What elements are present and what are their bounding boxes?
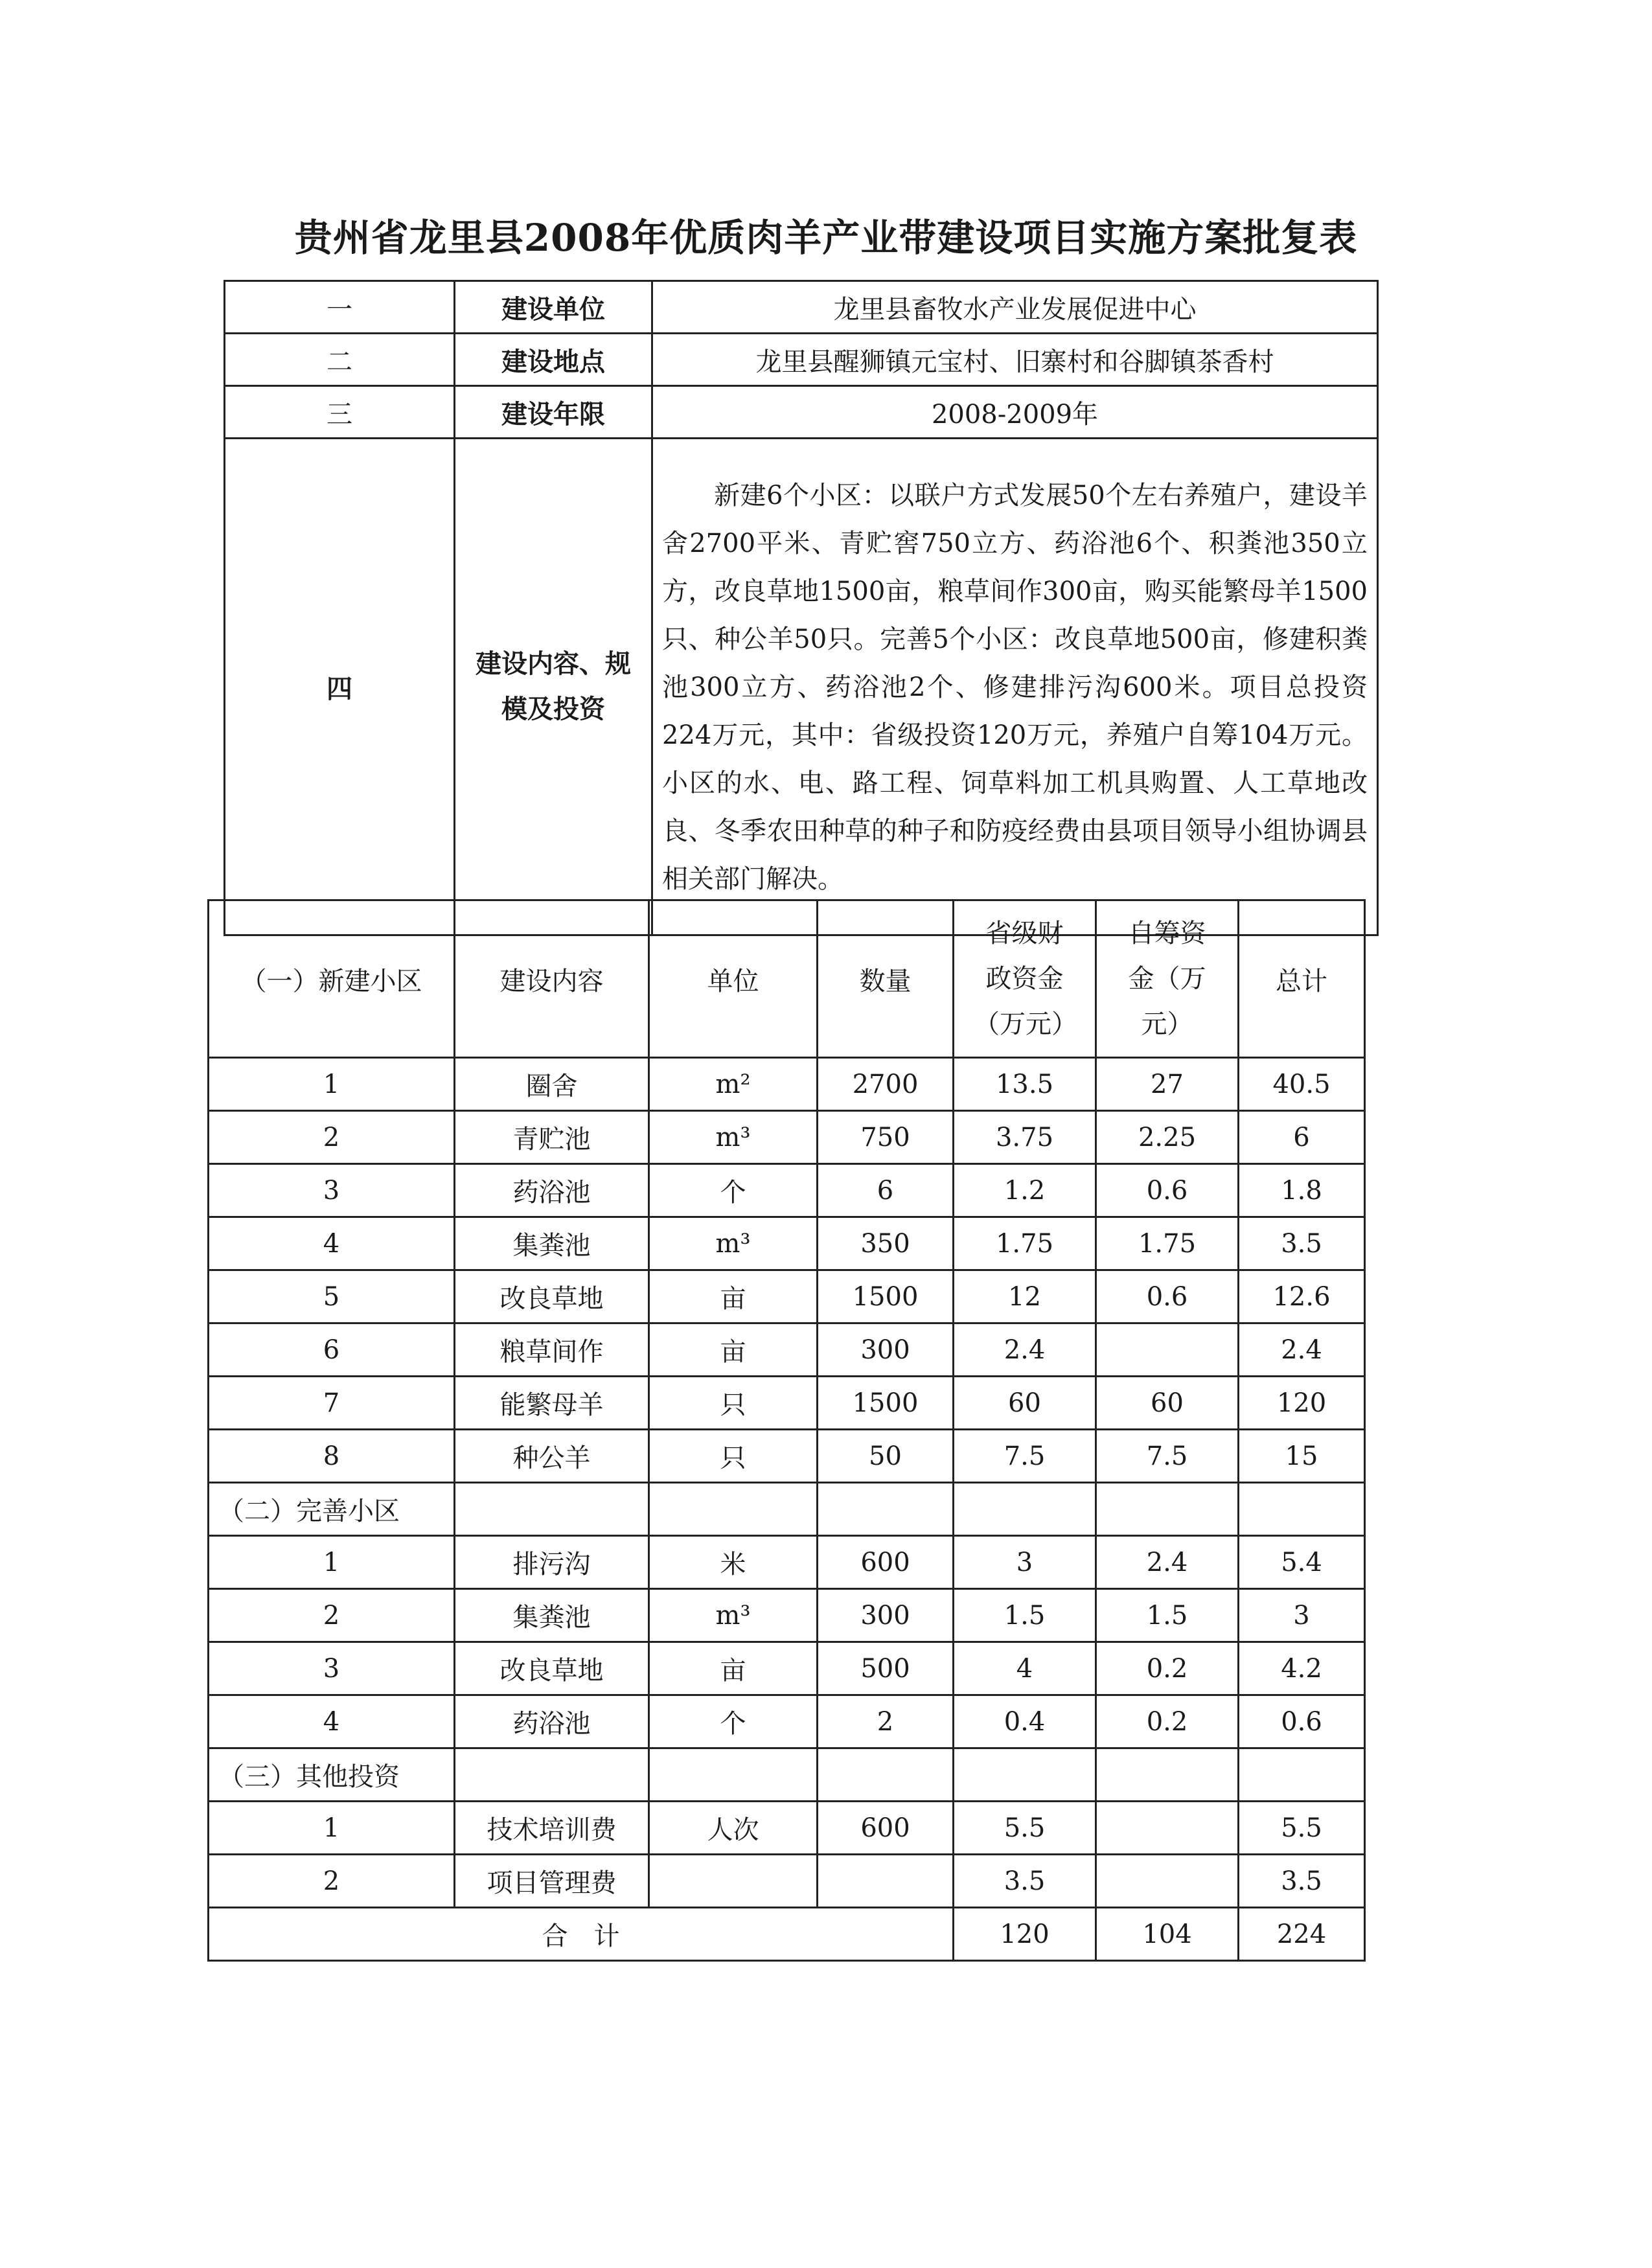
row-label: 建设年限: [455, 386, 652, 439]
row-quantity: 6: [818, 1164, 954, 1217]
row-index: 一: [225, 281, 455, 334]
row-provincial: 7.5: [954, 1430, 1096, 1483]
row-provincial: 12: [954, 1270, 1096, 1323]
col-total: 总计: [1239, 900, 1365, 1058]
row-total: 12.6: [1239, 1270, 1365, 1323]
row-unit: 米: [649, 1536, 818, 1589]
row-self: [1096, 1855, 1239, 1908]
row-number: 6: [209, 1323, 455, 1377]
row-provincial: 1.2: [954, 1164, 1096, 1217]
row-total: 3.5: [1239, 1855, 1365, 1908]
row-item: 粮草间作: [455, 1323, 649, 1377]
row-self: 0.2: [1096, 1642, 1239, 1695]
row-number: 1: [209, 1802, 455, 1855]
row-provincial: 2.4: [954, 1323, 1096, 1377]
row-quantity: 600: [818, 1536, 954, 1589]
col-section: （一）新建小区: [209, 900, 455, 1058]
row-quantity: 50: [818, 1430, 954, 1483]
row-unit: 人次: [649, 1802, 818, 1855]
row-item: 青贮池: [455, 1111, 649, 1164]
row-unit: 只: [649, 1430, 818, 1483]
row-total: 5.4: [1239, 1536, 1365, 1589]
row-number: 2: [209, 1855, 455, 1908]
col-provincial: 省级财政资金（万元）: [954, 900, 1096, 1058]
content-description: 新建6个小区：以联户方式发展50个左右养殖户，建设羊舍2700平米、青贮窖750立方、药浴池6个、积粪池350立方，改良草地1500亩，粮草间作300亩，购买能繁母羊1500只、种公羊50只。完善5个小区：改良草地500亩，修建积粪池300立方、药浴池2个、修建排污沟600米。项目总投资224万元，其中：省级投资120万元，养殖户自筹104万元。小区的水、电、路工程、饲草料加工机具购置、人工草地改良、冬季农田种草的种子和防疫经费由县项目领导小组协调县相关部门解决。: [652, 439, 1378, 935]
row-total: 4.2: [1239, 1642, 1365, 1695]
table-row: [209, 1855, 1365, 1908]
table-row: [209, 1323, 1365, 1377]
table-row: [209, 1111, 1365, 1164]
row-self: [1096, 1323, 1239, 1377]
row-unit: 亩: [649, 1270, 818, 1323]
row-total: 3.5: [1239, 1217, 1365, 1270]
table-row: [225, 334, 1378, 386]
row-quantity: 500: [818, 1642, 954, 1695]
table-row: [225, 386, 1378, 439]
row-index: 四: [225, 439, 455, 935]
row-number: 3: [209, 1642, 455, 1695]
row-self: 1.75: [1096, 1217, 1239, 1270]
row-value: 龙里县畜牧水产业发展促进中心: [652, 281, 1378, 334]
col-content: 建设内容: [455, 900, 649, 1058]
row-provincial: 60: [954, 1377, 1096, 1430]
row-unit: 个: [649, 1695, 818, 1748]
row-item: 种公羊: [455, 1430, 649, 1483]
row-number: 3: [209, 1164, 455, 1217]
row-provincial: 1.5: [954, 1589, 1096, 1642]
table-row: [225, 439, 1378, 935]
row-self: 0.2: [1096, 1695, 1239, 1748]
row-value: 2008-2009年: [652, 386, 1378, 439]
row-quantity: 750: [818, 1111, 954, 1164]
row-number: 2: [209, 1589, 455, 1642]
row-self: 2.4: [1096, 1536, 1239, 1589]
sum-row: [209, 1908, 1365, 1961]
table-row: [209, 1164, 1365, 1217]
row-total: 5.5: [1239, 1802, 1365, 1855]
row-number: 2: [209, 1111, 455, 1164]
row-self: 0.6: [1096, 1164, 1239, 1217]
row-self: 27: [1096, 1058, 1239, 1111]
row-quantity: 2: [818, 1695, 954, 1748]
row-item: 集粪池: [455, 1217, 649, 1270]
col-self: 自筹资金（万元）: [1096, 900, 1239, 1058]
row-total: 1.8: [1239, 1164, 1365, 1217]
row-item: 集粪池: [455, 1589, 649, 1642]
row-item: 圈舍: [455, 1058, 649, 1111]
table-row: [209, 1270, 1365, 1323]
row-unit: m³: [649, 1111, 818, 1164]
table-row: [209, 1642, 1365, 1695]
row-label: 建设地点: [455, 334, 652, 386]
table-row: [209, 1377, 1365, 1430]
row-quantity: 300: [818, 1589, 954, 1642]
row-unit: 亩: [649, 1642, 818, 1695]
page-title: 贵州省龙里县2008年优质肉羊产业带建设项目实施方案批复表: [294, 216, 1358, 260]
section-row: [209, 1748, 1365, 1802]
row-self: [1096, 1802, 1239, 1855]
row-number: 1: [209, 1058, 455, 1111]
table-row: [209, 1217, 1365, 1270]
row-value: 龙里县醒狮镇元宝村、旧寨村和谷脚镇茶香村: [652, 334, 1378, 386]
row-item: 能繁母羊: [455, 1377, 649, 1430]
row-label: 建设内容、规模及投资: [455, 439, 652, 935]
row-provincial: 0.4: [954, 1695, 1096, 1748]
row-provincial: 3.5: [954, 1855, 1096, 1908]
row-provincial: 13.5: [954, 1058, 1096, 1111]
row-number: 4: [209, 1695, 455, 1748]
row-total: 15: [1239, 1430, 1365, 1483]
row-provincial: 4: [954, 1642, 1096, 1695]
row-quantity: 350: [818, 1217, 954, 1270]
row-total: 6: [1239, 1111, 1365, 1164]
row-self: 60: [1096, 1377, 1239, 1430]
row-unit: [649, 1855, 818, 1908]
sum-total: 224: [1239, 1908, 1365, 1961]
row-quantity: 600: [818, 1802, 954, 1855]
row-total: 120: [1239, 1377, 1365, 1430]
row-self: 2.25: [1096, 1111, 1239, 1164]
table-row: [225, 281, 1378, 334]
row-self: 7.5: [1096, 1430, 1239, 1483]
row-quantity: 1500: [818, 1377, 954, 1430]
row-provincial: 3.75: [954, 1111, 1096, 1164]
table-row: [209, 1589, 1365, 1642]
row-total: 2.4: [1239, 1323, 1365, 1377]
row-total: 0.6: [1239, 1695, 1365, 1748]
row-unit: m³: [649, 1217, 818, 1270]
sum-self: 104: [1096, 1908, 1239, 1961]
row-quantity: 2700: [818, 1058, 954, 1111]
row-unit: 个: [649, 1164, 818, 1217]
row-index: 二: [225, 334, 455, 386]
table-row: [209, 1802, 1365, 1855]
row-self: 1.5: [1096, 1589, 1239, 1642]
row-item: 药浴池: [455, 1695, 649, 1748]
row-item: 药浴池: [455, 1164, 649, 1217]
row-item: 改良草地: [455, 1642, 649, 1695]
row-provincial: 1.75: [954, 1217, 1096, 1270]
row-number: 4: [209, 1217, 455, 1270]
row-unit: 只: [649, 1377, 818, 1430]
summary-table: [224, 280, 1379, 936]
sum-label: 合 计: [209, 1908, 954, 1961]
row-unit: m³: [649, 1589, 818, 1642]
row-provincial: 5.5: [954, 1802, 1096, 1855]
row-total: 40.5: [1239, 1058, 1365, 1111]
row-index: 三: [225, 386, 455, 439]
row-number: 8: [209, 1430, 455, 1483]
row-number: 7: [209, 1377, 455, 1430]
row-quantity: 300: [818, 1323, 954, 1377]
row-item: 改良草地: [455, 1270, 649, 1323]
row-number: 5: [209, 1270, 455, 1323]
row-self: 0.6: [1096, 1270, 1239, 1323]
budget-table: [207, 899, 1366, 1962]
table-header-row: [209, 900, 1365, 1058]
row-item: 技术培训费: [455, 1802, 649, 1855]
table-row: [209, 1536, 1365, 1589]
table-row: [209, 1058, 1365, 1111]
row-item: 排污沟: [455, 1536, 649, 1589]
row-quantity: [818, 1855, 954, 1908]
row-quantity: 1500: [818, 1270, 954, 1323]
row-unit: m²: [649, 1058, 818, 1111]
section-label: （三）其他投资: [209, 1748, 455, 1802]
row-label: 建设单位: [455, 281, 652, 334]
table-row: [209, 1430, 1365, 1483]
col-quantity: 数量: [818, 900, 954, 1058]
section-label: （二）完善小区: [209, 1483, 455, 1536]
row-total: 3: [1239, 1589, 1365, 1642]
sum-provincial: 120: [954, 1908, 1096, 1961]
row-provincial: 3: [954, 1536, 1096, 1589]
table-row: [209, 1695, 1365, 1748]
section-row: [209, 1483, 1365, 1536]
row-number: 1: [209, 1536, 455, 1589]
row-unit: 亩: [649, 1323, 818, 1377]
col-unit: 单位: [649, 900, 818, 1058]
row-item: 项目管理费: [455, 1855, 649, 1908]
